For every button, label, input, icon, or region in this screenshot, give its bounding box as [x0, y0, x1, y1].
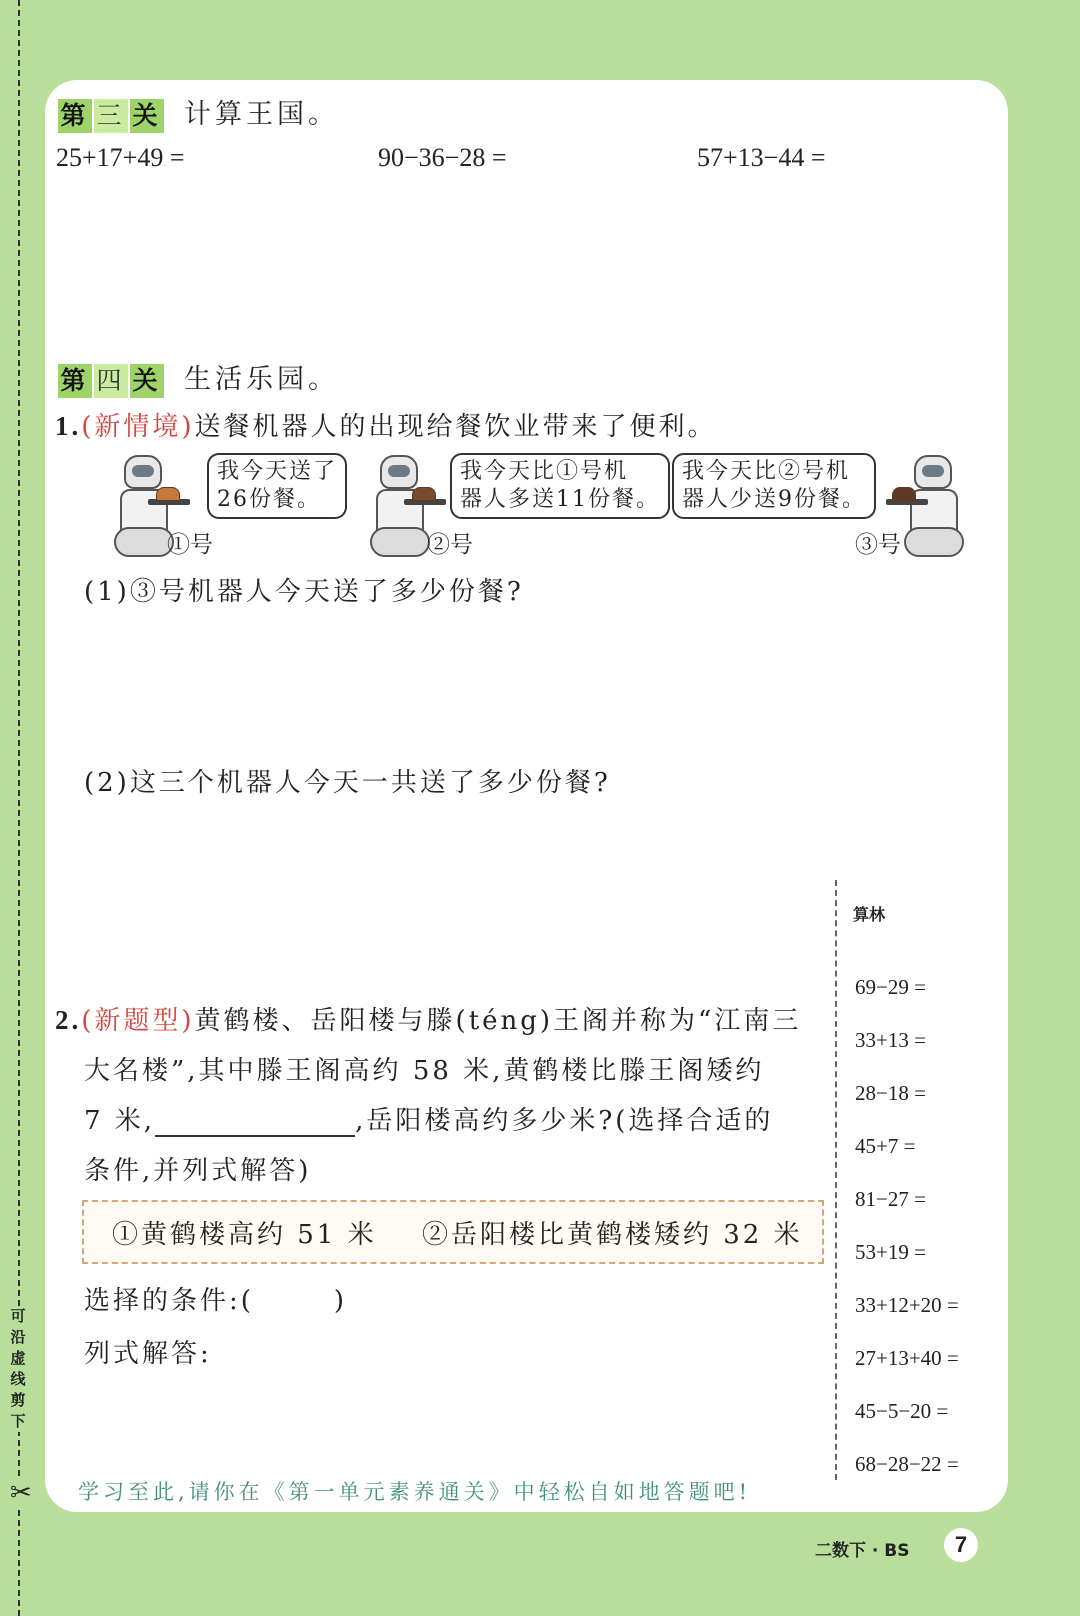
- sidebar-expr: 45+7 =: [855, 1134, 916, 1158]
- bubble-robot-2: 我今天比①号机 器人多送11份餐。: [450, 453, 670, 519]
- option-1: ①黄鹤楼高约 51 米: [112, 1220, 377, 1250]
- question-2-line-4: 条件,并列式解答): [84, 1156, 312, 1186]
- level4-badge: 第 四 关: [58, 364, 166, 398]
- sidebar-expr: 28−18 =: [855, 1081, 926, 1105]
- question-2-tag: (新题型): [81, 1006, 195, 1036]
- robot-2-image: [366, 455, 430, 555]
- robot-3-image: [900, 455, 964, 555]
- expr-1: 25+17+49 =: [56, 143, 185, 172]
- sub-question-2: (2)这三个机器人今天一共送了多少份餐?: [84, 768, 611, 798]
- expr-3: 57+13−44 =: [697, 143, 826, 172]
- question-2-line-2: 大名楼”,其中滕王阁高约 58 米,黄鹤楼比滕王阁矮约: [84, 1056, 765, 1086]
- sidebar-expr: 69−29 =: [855, 975, 926, 999]
- level3-title: 计算王国。: [184, 99, 339, 130]
- solve-label: 列式解答:: [84, 1339, 212, 1369]
- cut-instruction: 可沿虚线剪下: [10, 1307, 26, 1430]
- option-2: ②岳阳楼比黄鹤楼矮约 32 米: [422, 1220, 803, 1250]
- sidebar-expr: 53+19 =: [855, 1240, 926, 1264]
- level4-title: 生活乐园。: [184, 364, 339, 395]
- question-1: 1.(新情境)送餐机器人的出现给餐饮业带来了便利。: [55, 411, 717, 442]
- level3-heading: [58, 92, 339, 133]
- book-label: 二数下 · BS: [815, 1541, 910, 1561]
- expr-2: 90−36−28 =: [378, 143, 507, 172]
- bubble-robot-1: 我今天送了 26份餐。: [207, 453, 347, 519]
- robot-2-label: ②号: [427, 532, 473, 558]
- footer-note: 学习至此,请你在《第一单元素养通关》中轻松自如地答题吧!: [78, 1480, 752, 1504]
- sidebar-expr: 81−27 =: [855, 1187, 926, 1211]
- sidebar-expr: 68−28−22 =: [855, 1452, 959, 1476]
- robot-1-image: [110, 455, 174, 555]
- sidebar-expr: 27+13+40 =: [855, 1346, 959, 1370]
- question-2-line-1: 2.(新题型)黄鹤楼、岳阳楼与滕(téng)王阁并称为“江南三: [55, 1005, 802, 1036]
- level3-badge: 第 三 关: [58, 99, 166, 133]
- bubble-robot-3: 我今天比②号机 器人少送9份餐。: [672, 453, 876, 519]
- robot-1-label: ①号: [167, 532, 213, 558]
- sub-question-1: (1)③号机器人今天送了多少份餐?: [84, 577, 524, 607]
- sidebar-title: 算林: [853, 905, 886, 924]
- choose-condition-label: 选择的条件:( ): [84, 1286, 348, 1316]
- level4-heading: [58, 357, 339, 398]
- question-2-line-3: 7 米, ,岳阳楼高约多少米?(选择合适的: [84, 1106, 774, 1136]
- sidebar-expr: 45−5−20 =: [855, 1399, 949, 1423]
- scissors-icon: ✂: [10, 1478, 32, 1508]
- page-number: 7: [944, 1528, 978, 1562]
- sidebar-expr: 33+12+20 =: [855, 1293, 959, 1317]
- question-1-tag: (新情境): [81, 412, 195, 442]
- robot-3-label: ③号: [855, 532, 901, 558]
- sidebar-expr: 33+13 =: [855, 1028, 926, 1052]
- sidebar-border: [835, 880, 837, 1480]
- condition-blank[interactable]: [155, 1109, 355, 1137]
